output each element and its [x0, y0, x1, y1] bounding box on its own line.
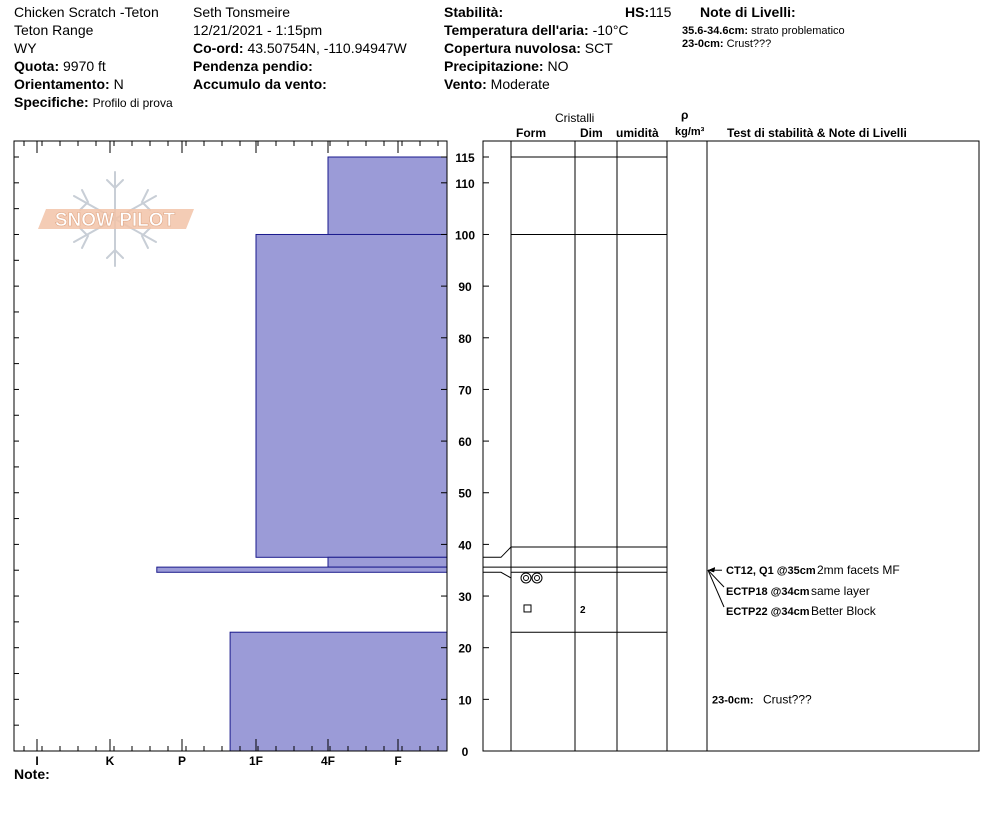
moisture-header: umidità: [616, 126, 659, 140]
wind-loading-label: Accumulo da vento:: [193, 76, 327, 92]
precip-value: NO: [547, 58, 569, 74]
density-unit-header: kg/m³: [675, 126, 705, 138]
stability-test-1: [708, 563, 900, 577]
state-name: WY: [14, 40, 37, 56]
depth-label-80: 80: [458, 331, 472, 346]
tests-notes-header: Test di stabilità & Note di Livelli: [727, 126, 907, 140]
depth-label-0: 0: [461, 745, 469, 759]
hardness-label-1F: 1F: [248, 754, 264, 768]
elevation-label: Quota:: [14, 58, 60, 74]
layer-note-1-text: strato problematico: [751, 25, 845, 37]
test-code: ECTP22 @34cm: [726, 606, 810, 618]
air-temp-value: -10°C: [592, 22, 629, 38]
cloud-value: SCT: [584, 40, 613, 56]
depth-label-40: 40: [458, 538, 472, 553]
table-column-lines: [511, 141, 707, 751]
elevation-value: 9970 ft: [63, 58, 106, 74]
specifics-label: Specifiche:: [14, 94, 89, 110]
grain-size-2: 2: [580, 604, 586, 616]
size-header: Dim: [580, 126, 603, 140]
depth-label-90: 90: [458, 280, 472, 295]
coord-value: 43.50754N, -110.94947W: [247, 40, 407, 56]
depth-label-50: 50: [458, 486, 472, 501]
hardness-layer-4: [157, 567, 447, 572]
note-label: Note:: [14, 766, 50, 782]
test-note: same layer: [811, 584, 870, 598]
coord-label: Co-ord:: [193, 40, 244, 56]
hs-label: HS:: [625, 4, 650, 20]
location-name: Chicken Scratch -Teton: [14, 4, 159, 20]
ring-outer-right: [532, 573, 542, 583]
form-header: Form: [516, 126, 546, 140]
depth-label-100: 100: [454, 228, 476, 243]
hardness-label-F: F: [394, 754, 402, 768]
hardness-layer-1: [328, 157, 447, 234]
precip-label: Precipitazione:: [444, 58, 544, 74]
hardness-label-I: I: [35, 754, 39, 768]
depth-label-70: 70: [458, 383, 472, 398]
air-temp-label: Temperatura dell'aria:: [444, 22, 589, 38]
layer-table-frame: [483, 141, 979, 751]
test-code: ECTP18 @34cm: [726, 586, 810, 598]
hardness-layer-2: [256, 234, 447, 557]
cloud-label: Copertura nuvolosa:: [444, 40, 581, 56]
specifics-value: Profilo di prova: [92, 96, 173, 110]
layer-comment-range: 23-0cm:: [712, 694, 754, 707]
layer-note-1-range: 35.6-34.6cm:: [682, 25, 749, 37]
depth-connector-3: [483, 572, 511, 578]
hardness-layer-3: [328, 557, 447, 567]
hs-value: 115: [649, 4, 672, 20]
wind-value: Moderate: [490, 76, 550, 92]
layer-notes-label: Note di Livelli:: [700, 4, 796, 20]
test-note: Better Block: [811, 604, 876, 618]
hardness-label-K: K: [105, 754, 115, 768]
depth-label-60: 60: [458, 435, 472, 450]
hardness-label-P: P: [177, 754, 187, 768]
observer-name: Seth Tonsmeire: [193, 4, 291, 20]
rho-header: ρ: [681, 108, 689, 122]
depth-connector-1: [483, 547, 511, 557]
aspect-value: N: [113, 76, 124, 92]
ring-inner-left: [524, 575, 529, 580]
test-arrow-line: [708, 570, 724, 607]
aspect-label: Orientamento:: [14, 76, 110, 92]
snowpilot-logo: [38, 172, 194, 266]
depth-label-10: 10: [458, 693, 472, 708]
square-icon: [524, 605, 531, 612]
depth-label-20: 20: [458, 641, 472, 656]
depth-label-115: 115: [455, 151, 475, 165]
logo-text: SNOW PILOT: [54, 210, 176, 231]
test-code: CT12, Q1 @35cm: [726, 565, 816, 578]
square-shape: [524, 605, 531, 612]
depth-label-30: 30: [458, 590, 472, 605]
observation-datetime: 12/21/2021 - 1:15pm: [193, 22, 323, 38]
hardness-label-4F: 4F: [320, 754, 336, 768]
hardness-layer-6: [230, 632, 447, 751]
layer-note-2-text: Crust???: [726, 38, 772, 50]
ring-outer-left: [521, 573, 531, 583]
test-arrow-line: [708, 570, 724, 587]
crystals-header: Cristalli: [555, 111, 595, 125]
wind-label: Vento:: [444, 76, 487, 92]
double-ring-icon: [521, 573, 542, 583]
test-note: 2mm facets MF: [817, 563, 900, 578]
range-name: Teton Range: [14, 22, 94, 38]
layer-comment-text: Crust???: [763, 692, 812, 707]
layer-note-2-range: 23-0cm:: [682, 38, 724, 50]
slope-label: Pendenza pendio:: [193, 58, 313, 74]
ring-inner-right: [535, 575, 540, 580]
stability-label: Stabilità:: [444, 4, 504, 20]
depth-label-110: 110: [455, 176, 475, 191]
